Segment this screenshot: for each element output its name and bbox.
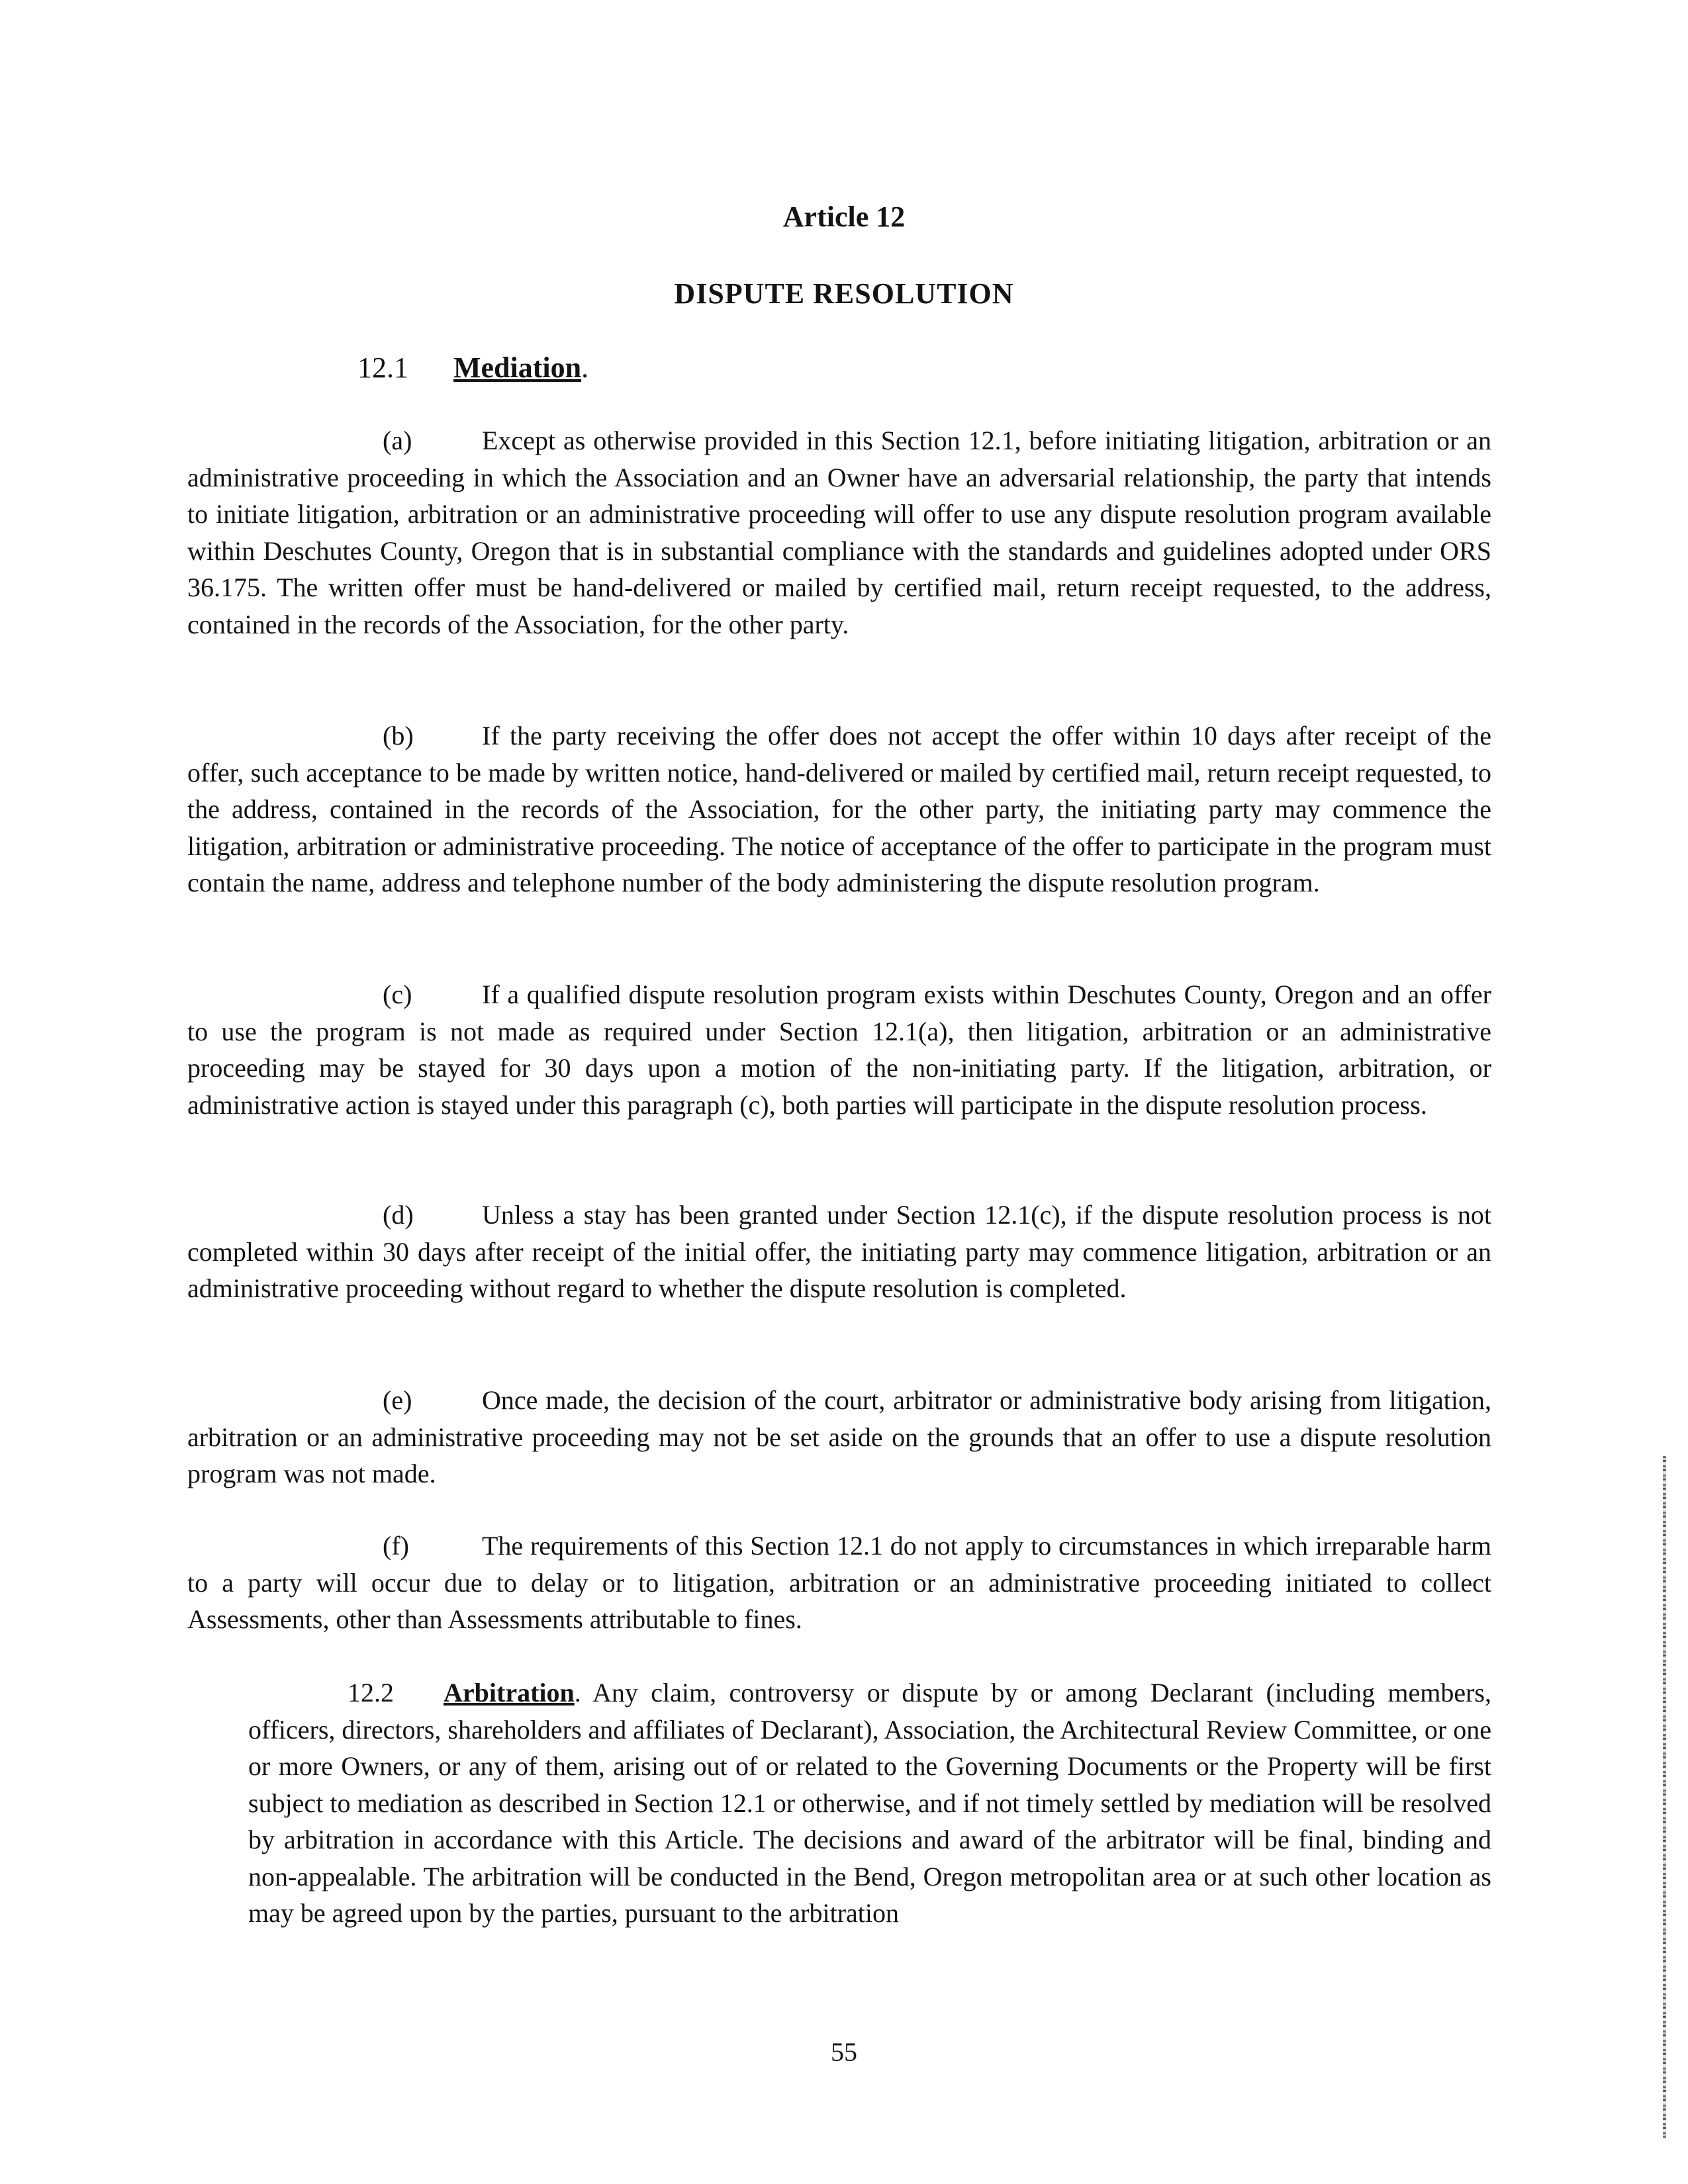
paragraph-c <box>187 976 1491 1123</box>
scan-edge-artifact <box>1663 1456 1666 2138</box>
section-heading-mediation: Mediation <box>453 351 582 384</box>
paragraph-d <box>187 1197 1491 1307</box>
paragraph-text: Once made, the decision of the court, arbitrator or administrative body arising from litigation, arbitration or an administrative proceeding may not be set aside on the grounds that an offer to use a dispute resolution program was not made. <box>187 1385 1491 1488</box>
section-12-1-heading <box>357 351 588 385</box>
paragraph-a <box>187 422 1491 643</box>
paragraph-text: If a qualified dispute resolution program exists within Deschutes County, Oregon and an offer to use the program is not made as required under Section 12.1(a), then litigation, arbitration or an administrative proceeding may be stayed for 30 days upon a motion of the non-initiating party. If the litigation, arbitration, or administrative action is stayed under this paragraph (c), both parties will participate in the dispute resolution process. <box>187 979 1491 1120</box>
paragraph-f <box>187 1527 1491 1638</box>
paragraph-label: (a) <box>383 426 412 455</box>
paragraph-text: Any claim, controversy or dispute by or among Declarant (including members, officers, directors, shareholders and affiliates of Declarant), Association, the Architectural Review Committee, or one or more Owners, or any of them, arising out of or related to the Governing Documents or the Property will be first subject to mediation as described in Section 12.1 or otherwise, and if not timely settled by mediation will be resolved by arbitration in accordance with this Article. The decisions and award of the arbitrator will be final, binding and non-appealable. The arbitration will be conducted in the Bend, Oregon metropolitan area or at such other location as may be agreed upon by the parties, pursuant to the arbitration <box>248 1678 1491 1928</box>
heading-period: . <box>574 1678 581 1707</box>
article-title: Article 12 <box>782 201 906 233</box>
heading-period: . <box>581 351 589 384</box>
paragraph-label: (d) <box>383 1200 414 1230</box>
paragraph-label: (b) <box>383 721 414 751</box>
section-number: 12.1 <box>357 351 408 384</box>
section-12-2-arbitration <box>248 1674 1491 1932</box>
paragraph-e <box>187 1382 1491 1492</box>
paragraph-text: If the party receiving the offer does not accept the offer within 10 days after receipt of the offer, such acceptance to be made by written notice, hand-delivered or mailed by certified mail, return receipt requested, to the address, contained in the records of the Association, for the other party, the initiating party may commence the litigation, arbitration or administrative proceeding. The notice of acceptance of the offer to participate in the program must contain the name, address and telephone number of the body administering the dispute resolution program. <box>187 721 1491 897</box>
paragraph-text: Except as otherwise provided in this Section 12.1, before initiating litigation, arbitration or an administrative proceeding in which the Association and an Owner have an adversarial relationship, the party that intends to initiate litigation, arbitration or an administrative proceeding will offer to use any dispute resolution program available within Deschutes County, Oregon that is in substantial compliance with the standards and guidelines adopted under ORS 36.175. The written offer must be hand-delivered or mailed by certified mail, return receipt requested, to the address, contained in the records of the Association, for the other party. <box>187 426 1491 639</box>
paragraph-b <box>187 717 1491 901</box>
paragraph-label: (f) <box>383 1531 409 1561</box>
paragraph-label: (e) <box>383 1385 412 1415</box>
paragraph-label: (c) <box>383 979 412 1009</box>
page-number: 55 <box>831 2037 857 2067</box>
section-number: 12.2 <box>348 1678 394 1707</box>
section-heading-arbitration: Arbitration <box>444 1678 575 1707</box>
article-subtitle: DISPUTE RESOLUTION <box>674 277 1014 310</box>
paragraph-text: The requirements of this Section 12.1 do not apply to circumstances in which irreparable harm to a party will occur due to delay or to litigation, arbitration or an administrative proceeding initiated to collect Assessments, other than Assessments attributable to fines. <box>187 1531 1491 1634</box>
paragraph-text: Unless a stay has been granted under Section 12.1(c), if the dispute resolution process is not completed within 30 days after receipt of the initial offer, the initiating party may commence litigation, arbitration or an administrative proceeding without regard to whether the dispute resolution is completed. <box>187 1200 1491 1303</box>
